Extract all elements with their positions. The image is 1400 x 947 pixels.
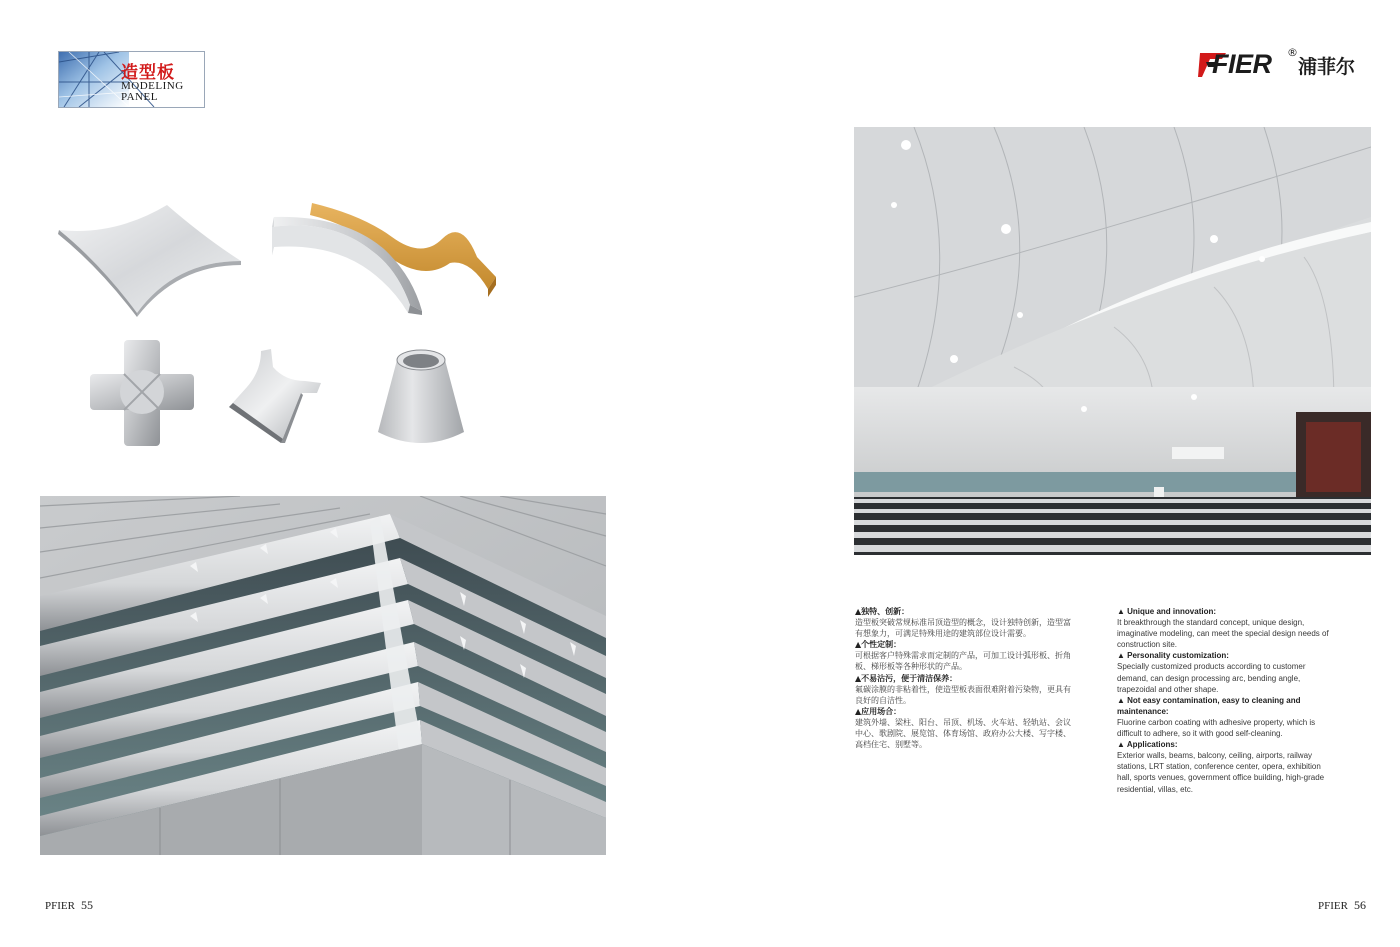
logo-wordmark: FIER	[1212, 49, 1272, 79]
feature-body-apps-cn: 建筑外墙、梁柱、阳台、吊顶、机场、火车站、轻轨站、会议中心、歌剧院、展览馆、体育场馆、政府办公大楼、写字楼、高档住宅、别墅等。	[855, 717, 1071, 750]
badge-title-en-line1: MODELING	[121, 80, 184, 92]
footer-brand-left: PFIER	[45, 900, 75, 912]
feature-body-apps-en: Exterior walls, beams, balcony, ceiling, airports, railway stations, LRT station, conference center, opera, exhibition hall, sports venues, government office building, high-grade residential, villas, etc.	[1117, 751, 1325, 794]
footer-right	[1318, 898, 1366, 913]
section-badge	[58, 51, 205, 108]
features-text-en	[1117, 606, 1332, 795]
feature-body-unique-cn: 造型板突破常规标准吊顶造型的概念，设计独特创新，造型富有想象力，可满足特殊用途的建筑部位设计需要。	[855, 618, 1071, 639]
feature-heading-custom-cn: ▲个性定制：	[855, 640, 902, 650]
page-number-left: 55	[80, 898, 93, 912]
feature-heading-clean-en: ▲ Not easy contamination, easy to cleaning and maintenance:	[1117, 695, 1301, 716]
feature-heading-unique-cn: ▲独特、创新：	[855, 607, 910, 616]
feature-heading-apps-cn: ▲应用场合：	[855, 706, 902, 716]
features-text-cn	[855, 606, 1075, 750]
cone-column-cap-render	[377, 346, 465, 448]
logo-chinese-name: 浦菲尔	[1298, 56, 1356, 78]
feature-body-clean-en: Fluorine carbon coating with adhesive property, which is difficult to adhere, so it with good self-cleaning.	[1117, 717, 1316, 739]
badge-title-cn: 造型板	[121, 63, 175, 83]
facade-photo	[40, 496, 606, 855]
feature-heading-clean-cn: ▲不易沾污，便于清洁保养：	[855, 673, 958, 683]
curved-panel-render	[55, 203, 245, 318]
brand-logo	[1198, 48, 1358, 82]
footer-left	[45, 898, 93, 913]
badge-title-en	[121, 81, 205, 103]
badge-title-en-line2: PANEL	[121, 91, 158, 103]
page-number-right: 56	[1353, 898, 1366, 912]
corner-piece-render	[229, 347, 323, 445]
auditorium-photo	[854, 127, 1371, 555]
registered-mark: ®	[1287, 46, 1298, 59]
feature-body-clean-cn: 氟碳涂膜的非粘着性，使造型板表面很难附着污染物，更具有良好的自洁性。	[855, 684, 1071, 705]
feature-body-custom-en: Specially customized products according to customer demand, can design processing arc, bending angle, trapezoidal and other shape.	[1117, 662, 1306, 694]
feature-body-custom-cn: 可根据客户特殊需求而定制的产品，可加工设计弧形板、折角板、梯形板等各种形状的产品。	[855, 651, 1071, 672]
feature-heading-custom-en: ▲ Personality customization:	[1117, 651, 1229, 661]
feature-heading-unique-en: ▲ Unique and innovation:	[1117, 607, 1217, 616]
footer-brand-right: PFIER	[1318, 900, 1348, 912]
cross-connector-render	[88, 338, 196, 448]
feature-body-unique-en: It breakthrough the standard concept, unique design, imaginative modeling, can meet the special design needs of construction site.	[1117, 618, 1329, 650]
feature-heading-apps-en: ▲ Applications:	[1117, 740, 1178, 750]
s-curve-profile-render	[272, 197, 500, 315]
